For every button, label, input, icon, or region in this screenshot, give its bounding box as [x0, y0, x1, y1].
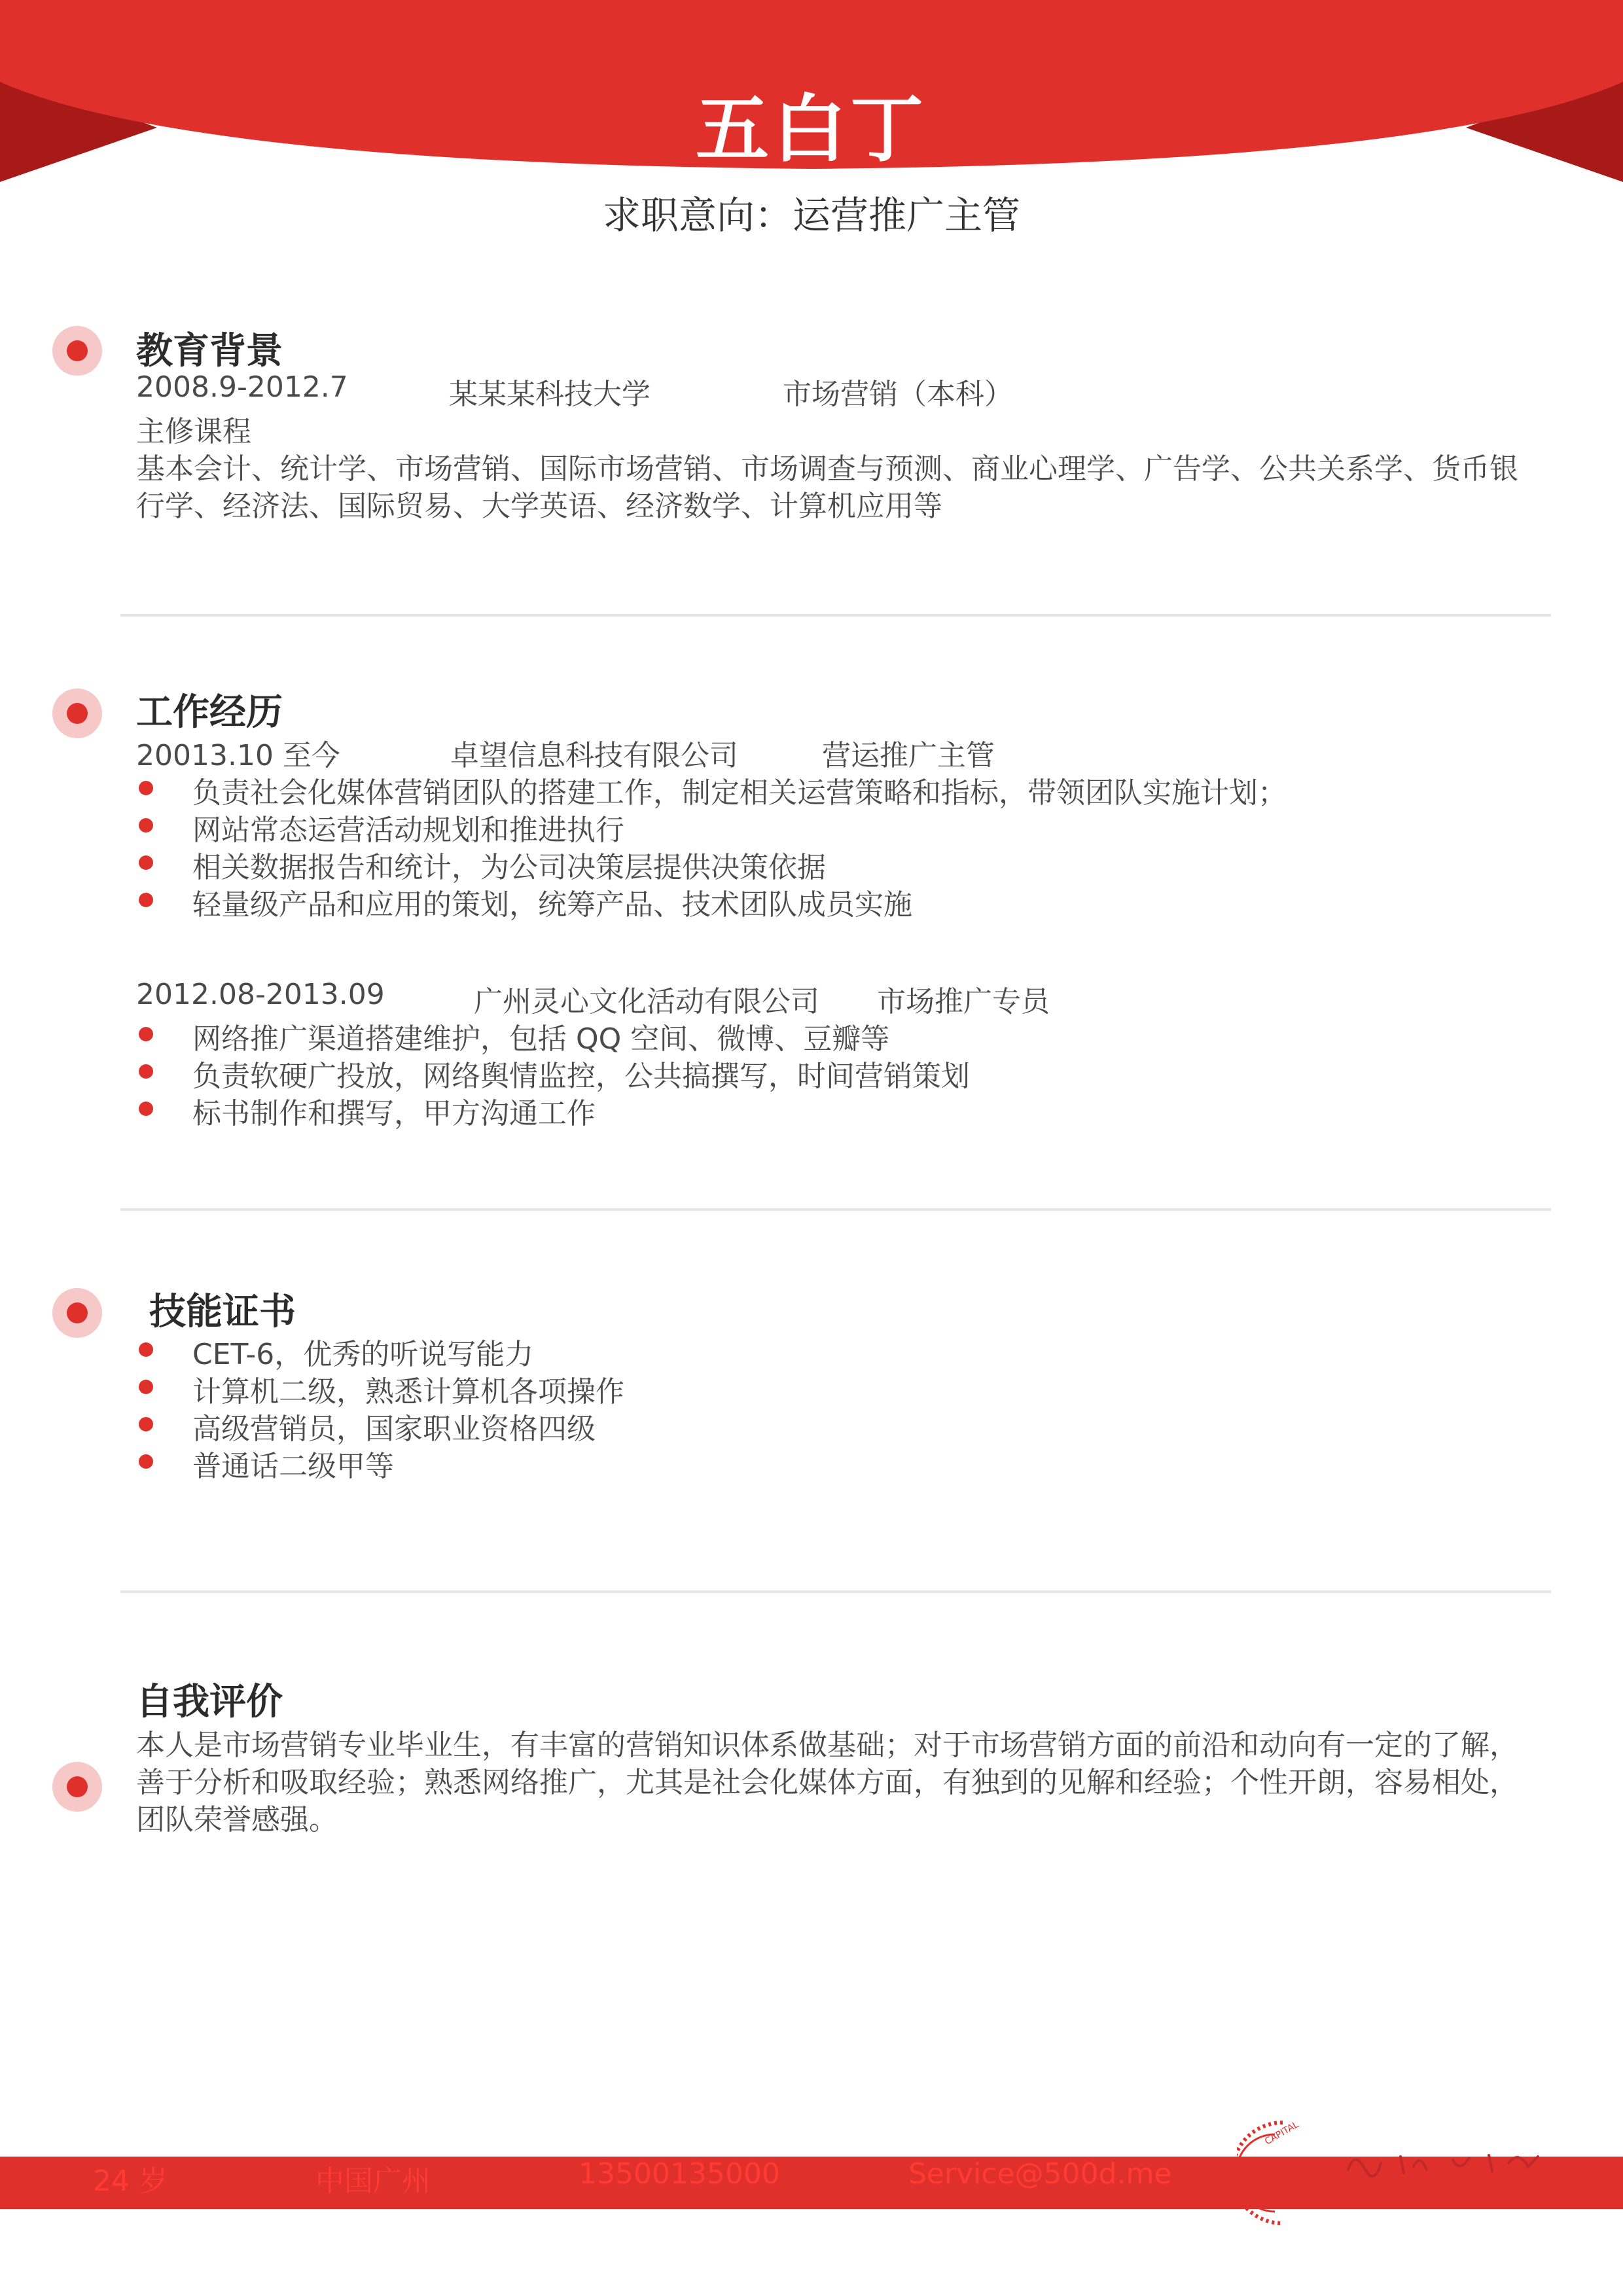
svg-text:CAPITAL: CAPITAL: [1263, 2119, 1301, 2147]
job-1-position: 营运推广主管: [822, 739, 995, 772]
section-marker-self-eval: [52, 1762, 102, 1812]
bullet-dot: [139, 1417, 153, 1431]
section-title-self-eval: 自我评价: [136, 1681, 283, 1723]
skill-item-4: 普通话二级甲等: [192, 1450, 394, 1483]
job-2-duty-2: 负责软硬广投放，网络舆情监控，公共搞撰写，时间营销策划: [192, 1060, 970, 1093]
self-eval-line-3: 团队荣誉感强。: [136, 1803, 338, 1837]
self-eval-line-1: 本人是市场营销专业毕业生，有丰富的营销知识体系做基础；对于市场营销方面的前沿和动向有一定的了解，: [136, 1729, 1518, 1762]
divider-1: [120, 614, 1551, 617]
job-1-duty-1: 负责社会化媒体营销团队的搭建工作，制定相关运营策略和指标，带领团队实施计划；: [192, 776, 1287, 810]
job-1-duty-2: 网站常态运营活动规划和推进执行: [192, 814, 624, 847]
education-period: 2008.9-2012.7: [136, 370, 348, 404]
bullet-dot: [139, 1027, 153, 1041]
bullet-dot: [139, 893, 153, 907]
job-2-duty-3: 标书制作和撰写，甲方沟通工作: [192, 1097, 596, 1130]
skill-item-1: CET-6，优秀的听说写能力: [192, 1338, 534, 1371]
bullet-dot: [139, 781, 153, 795]
job-1-duty-3: 相关数据报告和统计，为公司决策层提供决策依据: [192, 851, 826, 884]
bullet-dot: [139, 855, 153, 870]
courses-line-2: 行学、经济法、国际贸易、大学英语、经济数学、计算机应用等: [136, 490, 942, 523]
signature-scribble: [1342, 2144, 1551, 2183]
footer-location: 中国广州: [315, 2164, 431, 2198]
bullet-dot: [139, 1454, 153, 1469]
divider-2: [120, 1208, 1551, 1211]
self-eval-line-2: 善于分析和吸取经验；熟悉网络推广，尤其是社会化媒体方面，有独到的见解和经验；个性开朗，容易相处，: [136, 1766, 1518, 1799]
section-title-skills: 技能证书: [149, 1291, 296, 1333]
job-2-position: 市场推广专员: [877, 985, 1050, 1018]
education-school: 某某某科技大学: [449, 378, 651, 411]
stamp-logo: [1237, 2111, 1309, 2235]
courses-label: 主修课程: [136, 415, 251, 448]
bullet-dot: [139, 818, 153, 833]
bullet-dot: [139, 1064, 153, 1079]
section-marker-work: [52, 689, 102, 738]
footer-phone: 13500135000: [579, 2157, 780, 2191]
footer-age: 24 岁: [93, 2164, 168, 2198]
skill-item-2: 计算机二级，熟悉计算机各项操作: [192, 1375, 624, 1408]
job-2-period: 2012.08-2013.09: [136, 978, 385, 1011]
divider-3: [120, 1590, 1551, 1593]
job-objective: 求职意向：运营推广主管: [602, 193, 1020, 238]
job-1-duty-4: 轻量级产品和应用的策划，统筹产品、技术团队成员实施: [192, 888, 912, 922]
bullet-dot: [139, 1380, 153, 1394]
section-marker-education: [52, 326, 102, 376]
bullet-dot: [139, 1342, 153, 1357]
courses-line-1: 基本会计、统计学、市场营销、国际市场营销、市场调查与预测、商业心理学、广告学、公共关系学、货币银: [136, 452, 1518, 486]
bullet-dot: [139, 1102, 153, 1116]
skill-item-3: 高级营销员，国家职业资格四级: [192, 1412, 596, 1446]
job-1-company: 卓望信息科技有限公司: [450, 739, 738, 772]
job-1-period: 20013.10 至今: [136, 739, 340, 772]
section-title-work: 工作经历: [136, 691, 283, 734]
job-2-company: 广州灵心文化活动有限公司: [474, 985, 819, 1018]
section-marker-skills: [52, 1288, 102, 1338]
job-2-duty-1: 网络推广渠道搭建维护，包括 QQ 空间、微博、豆瓣等: [192, 1022, 890, 1056]
education-major: 市场营销（本科）: [783, 378, 1013, 411]
resume-name: 五白丁: [696, 87, 927, 172]
footer-email: Service@500d.me: [908, 2157, 1172, 2191]
section-title-education: 教育背景: [136, 330, 283, 372]
